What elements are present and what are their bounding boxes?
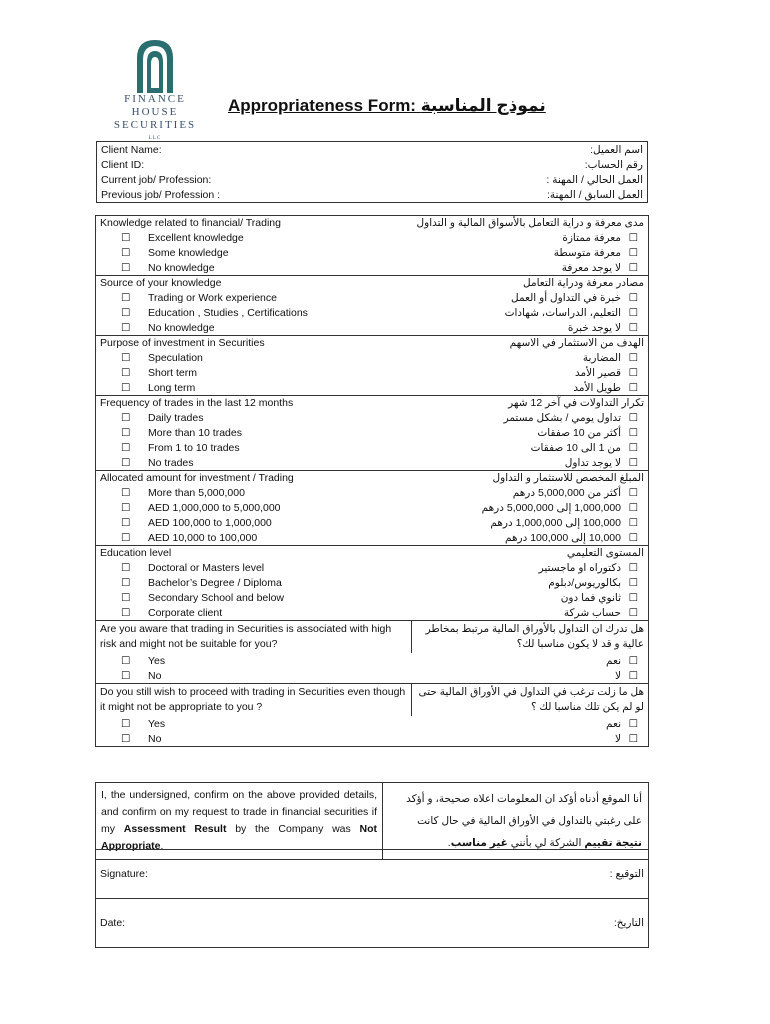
checkbox-icon[interactable]: ☐ [628, 654, 638, 667]
option-label-ar: 10,000 إلى 100,000 درهم [505, 531, 621, 544]
option-label-en: No knowledge [148, 261, 215, 274]
option-label-en: Education , Studies , Certifications [148, 306, 308, 319]
option-ar [411, 590, 648, 605]
section-title-en: Education level [96, 546, 412, 561]
option-en [96, 245, 412, 260]
option-label-ar: حساب شركة [563, 606, 621, 619]
checkbox-icon[interactable]: ☐ [628, 366, 638, 379]
option-label-ar: لا يوجد تداول [564, 456, 621, 469]
option-label-en: Doctoral or Masters level [148, 561, 265, 574]
section-title-en: Source of your knowledge [96, 276, 412, 291]
option-ar [411, 500, 648, 515]
checkbox-icon[interactable]: ☐ [121, 576, 131, 589]
checkbox-icon[interactable]: ☐ [628, 591, 638, 604]
client-label-ar: اسم العميل: [590, 143, 643, 156]
option-row[interactable] [96, 290, 649, 305]
option-en [96, 350, 412, 365]
option-ar [411, 230, 648, 245]
section-title-en: Frequency of trades in the last 12 months [96, 396, 412, 411]
option-row[interactable] [96, 575, 649, 590]
option-row[interactable] [96, 380, 649, 396]
section-title-en: Purpose of investment in Securities [96, 336, 412, 351]
signature-row[interactable] [96, 850, 649, 899]
client-row [97, 142, 648, 158]
option-ar [411, 365, 648, 380]
option-row[interactable] [96, 590, 649, 605]
option-en [96, 425, 412, 440]
option-en [96, 260, 412, 276]
option-row[interactable] [96, 455, 649, 471]
option-en [96, 560, 412, 575]
option-label-ar: لا يوجد معرفة [561, 261, 621, 274]
option-ar [411, 485, 648, 500]
option-en [96, 575, 412, 590]
option-label-ar: لا [615, 732, 621, 745]
checkbox-icon[interactable]: ☐ [628, 732, 638, 745]
option-label-ar: التعليم، الدراسات، شهادات [504, 306, 621, 319]
option-row[interactable] [96, 668, 649, 684]
page-title: Appropriateness Form: نموذج المناسبة [228, 96, 546, 115]
option-row[interactable] [96, 560, 649, 575]
option-ar [411, 716, 648, 731]
checkbox-icon[interactable]: ☐ [628, 606, 638, 619]
option-label-en: Yes [148, 654, 166, 667]
arch-logo-icon [135, 38, 175, 93]
option-label-en: AED 1,000,000 to 5,000,000 [148, 501, 281, 514]
option-label-en: Some knowledge [148, 246, 229, 259]
date-label-en: Date: [96, 899, 410, 948]
checkbox-icon[interactable]: ☐ [628, 486, 638, 499]
option-en [96, 230, 412, 245]
option-row[interactable] [96, 410, 649, 425]
option-ar [411, 515, 648, 530]
question-header [96, 621, 649, 654]
date-label-ar: التاريخ: [410, 899, 649, 948]
option-label-en: No [148, 732, 162, 745]
option-row[interactable] [96, 530, 649, 546]
option-en [96, 440, 412, 455]
option-ar [411, 560, 648, 575]
option-label-ar: لا [615, 669, 621, 682]
checkbox-icon[interactable]: ☐ [628, 456, 638, 469]
section-header [96, 396, 649, 411]
option-en [96, 485, 412, 500]
option-ar [411, 605, 648, 621]
option-row[interactable] [96, 485, 649, 500]
option-row[interactable] [96, 425, 649, 440]
option-label-en: No trades [148, 456, 194, 469]
option-label-ar: لا يوجد خبرة [567, 321, 621, 334]
logo-line-1: FINANCE HOUSE [124, 93, 186, 118]
checkbox-icon[interactable]: ☐ [121, 591, 131, 604]
option-label-ar: معرفة ممتازة [562, 231, 621, 244]
option-ar [411, 380, 648, 396]
option-label-en: Corporate client [148, 606, 223, 619]
option-label-en: AED 100,000 to 1,000,000 [148, 516, 272, 529]
checkbox-icon[interactable]: ☐ [121, 501, 131, 514]
section-header [96, 471, 649, 486]
option-row[interactable] [96, 260, 649, 276]
option-ar [411, 305, 648, 320]
checkbox-icon[interactable]: ☐ [628, 291, 638, 304]
option-label-ar: خبرة في التداول أو العمل [511, 291, 621, 304]
checkbox-icon[interactable]: ☐ [628, 669, 638, 682]
section-header [96, 336, 649, 351]
checkbox-icon[interactable]: ☐ [628, 411, 638, 424]
option-label-en: Long term [148, 381, 196, 394]
option-ar [411, 575, 648, 590]
option-en [96, 410, 412, 425]
section-title-ar: مدى معرفة و دراية التعامل بالأسواق المالية و التداول [411, 216, 648, 231]
checkbox-icon[interactable]: ☐ [628, 441, 638, 454]
question-header [96, 684, 649, 717]
date-row[interactable] [96, 899, 649, 948]
option-en [96, 305, 412, 320]
option-label-en: Secondary School and below [148, 591, 285, 604]
option-en [96, 500, 412, 515]
option-label-en: No [148, 669, 162, 682]
option-label-ar: بكالوريوس/دبلوم [548, 576, 621, 589]
option-ar [411, 440, 648, 455]
checkbox-icon[interactable]: ☐ [121, 291, 131, 304]
section-header [96, 216, 649, 231]
checkbox-icon[interactable]: ☐ [121, 732, 131, 745]
confirmation-text-en: I, the undersigned, confirm on the above provided details, and confirm on my request to trade in financial securities if my Assessment Result by the Company was Not Appropriate. [96, 783, 383, 860]
option-en [96, 605, 412, 621]
option-en [96, 731, 412, 747]
option-row[interactable] [96, 245, 649, 260]
option-row[interactable] [96, 305, 649, 320]
option-row[interactable] [96, 605, 649, 621]
option-label-ar: طويل الأمد [573, 381, 621, 394]
section-title-ar: المستوى التعليمي [411, 546, 648, 561]
client-label-en: Previous job/ Profession : [101, 188, 221, 201]
option-ar [411, 530, 648, 546]
option-label-ar: نعم [606, 654, 621, 667]
checkbox-icon[interactable]: ☐ [628, 516, 638, 529]
question-text-ar: هل ما زلت ترغب في التداول في الأوراق المالية حتى لو لم يكن تلك مناسبا لك ؟ [411, 684, 648, 717]
option-label-en: Excellent knowledge [148, 231, 244, 244]
option-en [96, 653, 412, 668]
signature-table [95, 849, 649, 948]
option-ar [411, 290, 648, 305]
checkbox-icon[interactable]: ☐ [121, 426, 131, 439]
option-en [96, 515, 412, 530]
checkbox-icon[interactable]: ☐ [628, 501, 638, 514]
section-title-ar: الهدف من الاستثمار في الاسهم [411, 336, 648, 351]
checkbox-icon[interactable]: ☐ [121, 654, 131, 667]
option-label-en: From 1 to 10 trades [148, 441, 240, 454]
section-header [96, 546, 649, 561]
option-ar [411, 425, 648, 440]
option-ar [411, 260, 648, 276]
section-title-ar: تكرار التداولات في آخر 12 شهر [411, 396, 648, 411]
signature-label-ar: التوقيع : [410, 850, 649, 899]
client-label-en: Client ID: [101, 158, 145, 171]
option-ar [411, 455, 648, 471]
option-label-en: Yes [148, 717, 166, 730]
section-header [96, 276, 649, 291]
checkbox-icon[interactable]: ☐ [628, 306, 638, 319]
question-text-ar: هل تدرك ان التداول بالأوراق المالية مرتبط بمخاطر عالية و قد لا يكون مناسبا لك؟ [411, 621, 648, 654]
option-ar [411, 350, 648, 365]
option-label-ar: أكثر من 5,000,000 درهم [512, 486, 621, 499]
option-row[interactable] [96, 320, 649, 336]
checkbox-icon[interactable]: ☐ [121, 441, 131, 454]
checkbox-icon[interactable]: ☐ [628, 246, 638, 259]
option-label-en: AED 10,000 to 100,000 [148, 531, 258, 544]
checkbox-icon[interactable]: ☐ [121, 486, 131, 499]
option-en [96, 365, 412, 380]
checkbox-icon[interactable]: ☐ [121, 381, 131, 394]
client-label-ar: العمل السابق / المهنة: [547, 188, 643, 201]
option-row[interactable] [96, 350, 649, 365]
checkbox-icon[interactable]: ☐ [628, 576, 638, 589]
option-row[interactable] [96, 731, 649, 747]
section-title-ar: مصادر معرفة ودراية التعامل [411, 276, 648, 291]
checkbox-icon[interactable]: ☐ [121, 516, 131, 529]
option-label-ar: ثانوي فما دون [560, 591, 621, 604]
client-label-en: Client Name: [101, 143, 162, 156]
option-row[interactable] [96, 500, 649, 515]
checkbox-icon[interactable]: ☐ [628, 717, 638, 730]
checkbox-icon[interactable]: ☐ [121, 246, 131, 259]
option-ar [411, 320, 648, 336]
logo-line-2: SECURITIES [113, 119, 197, 131]
section-title-en: Knowledge related to financial/ Trading [96, 216, 412, 231]
checkbox-icon[interactable]: ☐ [628, 231, 638, 244]
option-row[interactable] [96, 653, 649, 668]
option-en [96, 590, 412, 605]
option-row[interactable] [96, 716, 649, 731]
section-title-en: Allocated amount for investment / Trading [96, 471, 412, 486]
company-logo [105, 38, 205, 145]
checkbox-icon[interactable]: ☐ [121, 561, 131, 574]
option-en [96, 455, 412, 471]
option-row[interactable] [96, 440, 649, 455]
checkbox-icon[interactable]: ☐ [121, 717, 131, 730]
option-ar [411, 410, 648, 425]
option-label-en: Daily trades [148, 411, 204, 424]
option-label-en: Speculation [148, 351, 203, 364]
checkbox-icon[interactable]: ☐ [628, 261, 638, 274]
checkbox-icon[interactable]: ☐ [121, 531, 131, 544]
checkbox-icon[interactable]: ☐ [121, 606, 131, 619]
checkbox-icon[interactable]: ☐ [628, 426, 638, 439]
option-label-ar: 1,000,000 إلى 5,000,000 درهم [481, 501, 621, 514]
option-label-en: Bachelor’s Degree / Diploma [148, 576, 282, 589]
question-text-en: Do you still wish to proceed with trading in Securities even though it might not be appropriate to you ? [96, 684, 412, 717]
question-text-en: Are you aware that trading in Securities is associated with high risk and might not be suitable for you? [96, 621, 412, 654]
option-row[interactable] [96, 230, 649, 245]
option-label-en: No knowledge [148, 321, 215, 334]
option-label-ar: تداول يومي / بشكل مستمر [503, 411, 621, 424]
client-label-ar: رقم الحساب: [584, 158, 643, 171]
checkbox-icon[interactable]: ☐ [121, 261, 131, 274]
client-label-en: Current job/ Profession: [101, 173, 212, 186]
option-label-ar: 100,000 إلى 1,000,000 درهم [490, 516, 621, 529]
option-ar [411, 668, 648, 684]
confirmation-text-ar: أنا الموقع أدناه أؤكد ان المعلومات اعلاه صحيحة، و أؤكد على رغبتي بالتداول في الأوراق المالية في حال كانت نتيجة تقييم الشركة لي بأنني غير مناسب. [406, 793, 642, 849]
option-label-ar: دكتوراه او ماجستير [538, 561, 621, 574]
checkbox-icon[interactable]: ☐ [628, 561, 638, 574]
option-en [96, 530, 412, 546]
option-row[interactable] [96, 515, 649, 530]
checkbox-icon[interactable]: ☐ [121, 351, 131, 364]
option-en [96, 320, 412, 336]
option-label-ar: معرفة متوسطة [553, 246, 621, 259]
option-row[interactable] [96, 365, 649, 380]
checkbox-icon[interactable]: ☐ [121, 321, 131, 334]
checkbox-icon[interactable]: ☐ [628, 321, 638, 334]
checkbox-icon[interactable]: ☐ [628, 531, 638, 544]
checkbox-icon[interactable]: ☐ [628, 381, 638, 394]
option-ar [411, 245, 648, 260]
client-row [97, 187, 648, 203]
client-row [97, 172, 648, 187]
client-row [97, 157, 648, 172]
option-label-ar: أكثر من 10 صفقات [537, 426, 621, 439]
option-label-ar: المضاربة [582, 351, 621, 364]
option-en [96, 668, 412, 684]
checkbox-icon[interactable]: ☐ [121, 456, 131, 469]
section-title-ar: المبلغ المخصص للاستثمار و التداول [411, 471, 648, 486]
client-info-table [96, 141, 648, 203]
option-label-en: More than 5,000,000 [148, 486, 245, 499]
option-label-ar: من 1 الى 10 صفقات [530, 441, 621, 454]
option-label-en: More than 10 trades [148, 426, 242, 439]
checkbox-icon[interactable]: ☐ [121, 306, 131, 319]
option-en [96, 716, 412, 731]
checkbox-icon[interactable]: ☐ [121, 366, 131, 379]
option-ar [411, 731, 648, 747]
logo-line-3: LLC [148, 136, 162, 141]
client-label-ar: العمل الحالي / المهنة : [546, 173, 643, 186]
option-label-en: Short term [148, 366, 198, 379]
option-label-ar: قصير الأمد [574, 366, 621, 379]
checkbox-icon[interactable]: ☐ [121, 411, 131, 424]
option-en [96, 380, 412, 396]
checkbox-icon[interactable]: ☐ [121, 231, 131, 244]
signature-label-en: Signature: [96, 850, 410, 899]
checkbox-icon[interactable]: ☐ [628, 351, 638, 364]
option-ar [411, 653, 648, 668]
checkbox-icon[interactable]: ☐ [121, 669, 131, 682]
option-label-en: Trading or Work experience [148, 291, 277, 304]
assessment-table [95, 215, 649, 747]
option-en [96, 290, 412, 305]
option-label-ar: نعم [606, 717, 621, 730]
